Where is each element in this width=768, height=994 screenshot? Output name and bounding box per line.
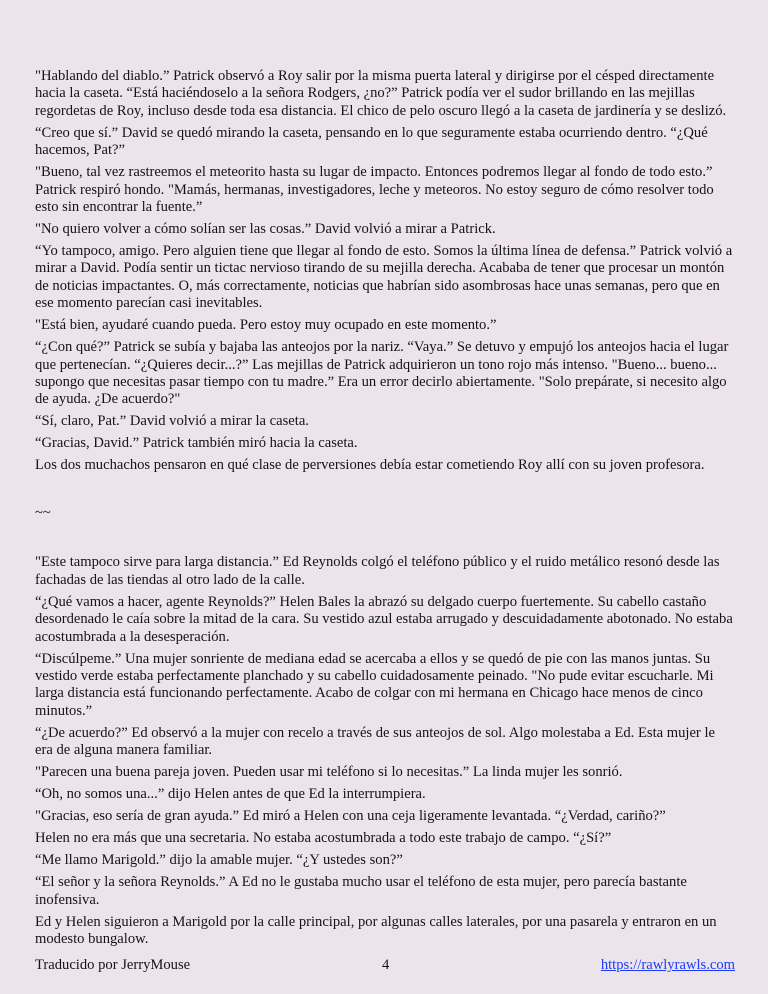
paragraph: "Bueno, tal vez rastreemos el meteorito hasta su lugar de impacto. Entonces podremos llegar al fondo de todo esto.” Patrick respiró hondo. "Mamás, hermanas, investigadores, leche y meteoros. No estoy seguro de cómo resolver todo esto sin encontrar la fuente.” [35, 164, 714, 216]
paragraph: "Gracias, eso sería de gran ayuda.” Ed miró a Helen con una ceja ligeramente levantada. “¿Verdad, cariño?” [35, 808, 666, 825]
paragraph: “¿De acuerdo?” Ed observó a la mujer con recelo a través de sus anteojos de sol. Algo molestaba a Ed. Esta mujer le era de alguna manera familiar. [35, 724, 715, 759]
paragraph: “Gracias, David.” Patrick también miró hacia la caseta. [35, 435, 358, 452]
section-separator: ~~ [35, 504, 51, 521]
paragraph: “Yo tampoco, amigo. Pero alguien tiene que llegar al fondo de esto. Somos la última línea de defensa.” Patrick volvió a mirar a David. Podía sentir un tictac nervioso tirando de su mejilla derecha. Acababa de tener que procesar un montón de noticias impactantes. O, más correctamente, noticias que habrían sido asombrosas hace unas semanas, pero que en ese momento parecían casi inevitables. [35, 243, 733, 312]
translator-credit: Traducido por JerryMouse [35, 957, 191, 973]
paragraph: “El señor y la señora Reynolds.” A Ed no le gustaba mucho usar el teléfono de esta mujer, pero parecía bastante inofensiva. [35, 874, 687, 908]
paragraph: "No quiero volver a cómo solían ser las cosas.” David volvió a mirar a Patrick. [35, 221, 496, 238]
paragraph: "Está bien, ayudaré cuando pueda. Pero estoy muy ocupado en este momento.” [35, 317, 497, 334]
paragraph: Los dos muchachos pensaron en qué clase de perversiones debía estar cometiendo Roy allí con su joven profesora. [35, 457, 705, 474]
paragraph: "Parecen una buena pareja joven. Pueden usar mi teléfono si lo necesitas.” La linda mujer les sonrió. [35, 764, 623, 781]
paragraph: “Sí, claro, Pat.” David volvió a mirar la caseta. [35, 413, 309, 430]
paragraph: "Este tampoco sirve para larga distancia.” Ed Reynolds colgó el teléfono público y el ruido metálico resonó desde las fachadas de las tiendas al otro lado de la calle. [35, 554, 720, 588]
paragraph: “Oh, no somos una...” dijo Helen antes de que Ed la interrumpiera. [35, 786, 426, 803]
paragraph: Ed y Helen siguieron a Marigold por la calle principal, por algunas calles laterales, por una pasarela y entraron en un modesto bungalow. [35, 913, 717, 947]
paragraph: “¿Qué vamos a hacer, agente Reynolds?” Helen Bales la abrazó su delgado cuerpo fuertemente. Su cabello castaño desordenado le caía sobre la mitad de la cara. Su vestido azul estaba arrugado y descuidadamente abotonado. No estaba acostumbrada a la desesperación. [35, 593, 733, 645]
paragraph: “Me llamo Marigold.” dijo la amable mujer. “¿Y ustedes son?” [35, 852, 403, 869]
paragraph: “¿Con qué?” Patrick se subía y bajaba las anteojos por la nariz. “Vaya.” Se detuvo y empujó los anteojos hacia el lugar que pertenecían. “¿Quieres decir...?” Las mejillas de Patrick adquirieron un tono rojo más intenso. "Bueno... bueno... supongo que necesitas pasar tiempo con tu madre.” Era un error decirlo abiertamente. "Solo prepárate, si necesito algo de ayuda. ¿De acuerdo?" [35, 339, 729, 408]
website-link[interactable]: https://rawlyrawls.com [600, 957, 735, 973]
paragraph: Helen no era más que una secretaria. No estaba acostumbrada a todo este trabajo de campo. “¿Sí?” [35, 830, 612, 847]
paragraph: “Creo que sí.” David se quedó mirando la caseta, pensando en lo que seguramente estaba ocurriendo dentro. “¿Qué hacemos, Pat?” [35, 124, 708, 159]
paragraph: “Discúlpeme.” Una mujer sonriente de mediana edad se acercaba a ellos y se quedó de pie con las manos juntas. Su vestido verde estaba perfectamente planchado y su cabello cuidadosamente peinado. "No pude evitar escucharle. Mi larga distancia está funcionando perfectamente. Acabo de colgar con mi hermana en Chicago hace menos de cinco minutos.” [35, 650, 714, 719]
paragraph: "Hablando del diablo.” Patrick observó a Roy salir por la misma puerta lateral y dirigirse por el césped directamente hacia la caseta. “Está haciéndoselo a la señora Rodgers, ¿no?” Patrick podía ver el sudor brillando en las mejillas regordetas de Roy, incluso desde toda esa distancia. El chico de pelo oscuro llegó a la caseta de jardinería y se deslizó. [35, 68, 727, 119]
page-number: 4 [382, 957, 390, 973]
page-body [35, 68, 735, 953]
